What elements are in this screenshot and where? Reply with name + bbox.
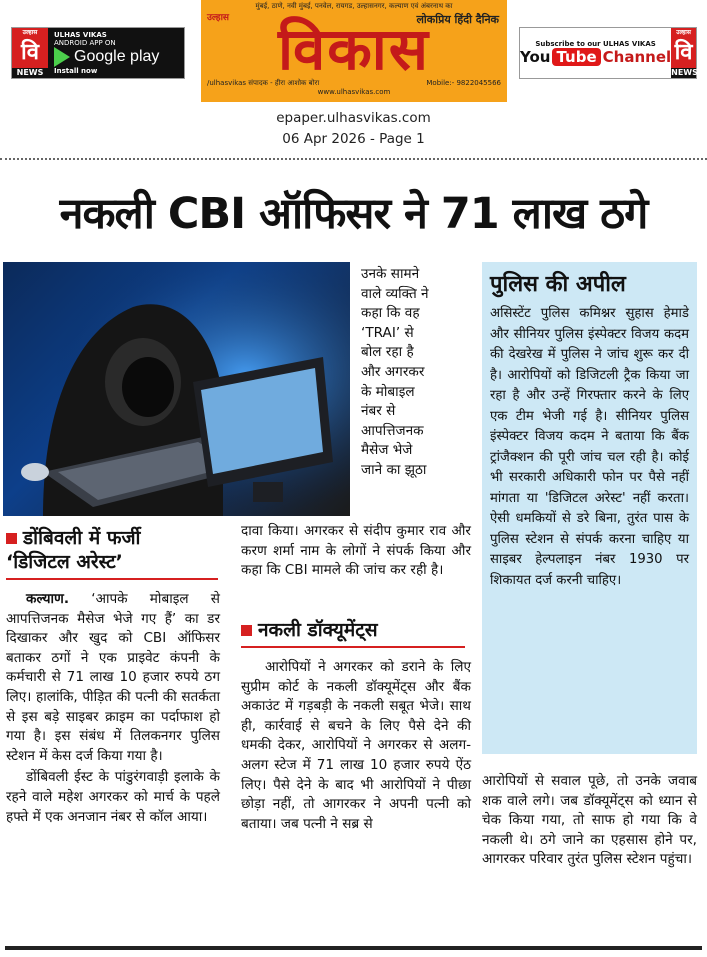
google-play-button[interactable]: ULHAS VIKAS ANDROID APP ON Google play Install now — [48, 28, 184, 78]
ulhas-news-logo-right: उल्हास वि NEWS — [671, 29, 698, 77]
column3-body: आरोपियों से सवाल पूछे, तो उनके जवाब शक वाले लगे। जब डॉक्यूमेंट्स को ध्यान से चेक किया गया, तो साफ हो गया कि वे नकली थे। ठगे जाने का एहसास होने पर, आगरकर परिवार तुरंत पुलिस स्टेशन पहुंचा। — [482, 773, 697, 868]
hacker-photo — [3, 262, 350, 516]
column2-mid: दावा किया। अगरकर से संदीप कुमार राव और करण शर्मा नाम के लोगों ने संपर्क किया और कहा कि CBI मामले की जांच कर रही है। — [241, 523, 471, 579]
android-app-badge[interactable] — [11, 27, 185, 79]
bullet-square — [241, 625, 252, 636]
youtube-badge[interactable]: Subscribe to our ULHAS VIKAS You Tube Channel उल्हास वि NEWS — [520, 29, 698, 77]
subheading-fake-documents: नकली डॉक्यूमेंट्स — [241, 618, 471, 642]
website: www.ulhasvikas.com — [317, 88, 391, 96]
subheading-digital-arrest: डोंबिवली में फर्जी ‘डिजिटल अरेस्ट’ — [6, 527, 141, 573]
bottom-rule — [5, 946, 702, 950]
sidebox-text: असिस्टेंट पुलिस कमिश्नर सुहास हेमाडे और सीनियर पुलिस इंस्पेक्टर विजय कदम की देखरेख में पुलिस ने जांच शुरू कर दी है। आरोपियों को डिजिटली ट्रैक किया जा रहा है और उन्हें गिरफ्तार करने के लिए एक टीम भेजी गई है। सीनियर पुलिस इंस्पेक्टर विजय कदम ने बताया कि बैंक ट्रांजैक्शन की पूरी जांच चल रही है। कोई भी सरकारी अधिकारी फोन पर पैसे नहीं मांगता या 'डिजिटल अरेस्ट' नहीं करता। ऐसी धमकियों से डरे बिना, तुरंत पास के पुलिस स्टेशन से संपर्क करना चाहिए या साइबर हेल्पलाइन नंबर 1930 पर शिकायत दर्ज करनी चाहिए। — [490, 306, 689, 588]
tagline: लोकप्रिय हिंदी दैनिक — [416, 13, 499, 26]
social-line: /ulhasvikas संपादक - हीरा आशोक बोरा — [207, 79, 320, 87]
youtube-icon: You Tube Channel — [520, 48, 672, 66]
divider — [0, 158, 707, 160]
column2-body: आरोपियों ने अगरकर को डराने के लिए सुप्रीम कोर्ट के नकली डॉक्यूमेंट्स और बैंक अकाउंट में गड़बड़ी के नकली सबूत भेजे। साथ ही, कार्रवाई से बचने के लिए पैसे देने की धमकी देकर, आरोपियों ने अगरकर से अलग-अलग स्टेज में 71 लाख 10 हजार रुपये ऐंठ लिए। पैसे देने के बाद भी आरोपियों ने पीछा छोड़ा नहीं, तो आगरकर ने अपनी पत्नी को बताया। जब पत्नी ने सब्र से — [241, 659, 471, 832]
sidebox-title: पुलिस की अपील — [490, 272, 626, 297]
date-page: 06 Apr 2026 - Page 1 — [282, 131, 425, 147]
newspaper-masthead: मुंबई, ठाणे, नवी मुंबई, पनवेल, रायगड, उल्हासनगर, कल्याण एवं अंबरनाथ का उल्हास लोकप्रिय हिंदी दैनिक विकास /ulhasvikas संपादक - हीरा आशोक बोरा Mobile:- 9822045566 www.ulhasvikas.com — [201, 0, 507, 102]
column2-top-lines: उनके सामने वाले व्यक्ति ने कहा कि वह ‘TRAI’ से बोल रहा है और अगरकर के मोबाइल नंबर से आपत्तिजनक मैसेज भेजे जाने का झूठा — [361, 266, 429, 478]
ulhas-news-logo: उल्हास वि NEWS — [12, 28, 48, 78]
google-play-icon — [54, 47, 70, 67]
newspaper-title: विकास — [277, 15, 431, 83]
red-rule — [6, 578, 218, 580]
hacker-image — [3, 262, 350, 516]
bullet-square — [6, 533, 17, 544]
police-appeal-box — [482, 262, 697, 754]
column1-body: कल्याण. ‘आपके मोबाइल से आपत्तिजनक मैसेज भेजे गए हैं’ का डर दिखाकर और खुद को CBI ऑफिसर बताकर ठगों ने एक प्राइवेट कंपनी के कर्मचारी से 71 लाख 10 हजार रुपये ठग लिए। हालांकि, पीड़ित की पत्नी की सतर्कता से इस बड़े साइबर क्राइम का पर्दाफाश हो गया है। इस संबंध में तिलकनगर पुलिस स्टेशन में केस दर्ज किया गया है। डोंबिवली ईस्ट के पांडुरंगवाड़ी इलाके के रहने वाले महेश अगरकर को मार्च के पहले हफ्ते में एक अनजान नंबर से कॉल आया। — [6, 591, 220, 825]
red-rule — [241, 646, 465, 648]
mobile-number: Mobile:- 9822045566 — [426, 79, 501, 87]
epaper-url[interactable]: epaper.ulhasvikas.com — [276, 110, 431, 126]
main-headline: नकली CBI ऑफिसर ने 71 लाख ठगे — [59, 189, 648, 239]
